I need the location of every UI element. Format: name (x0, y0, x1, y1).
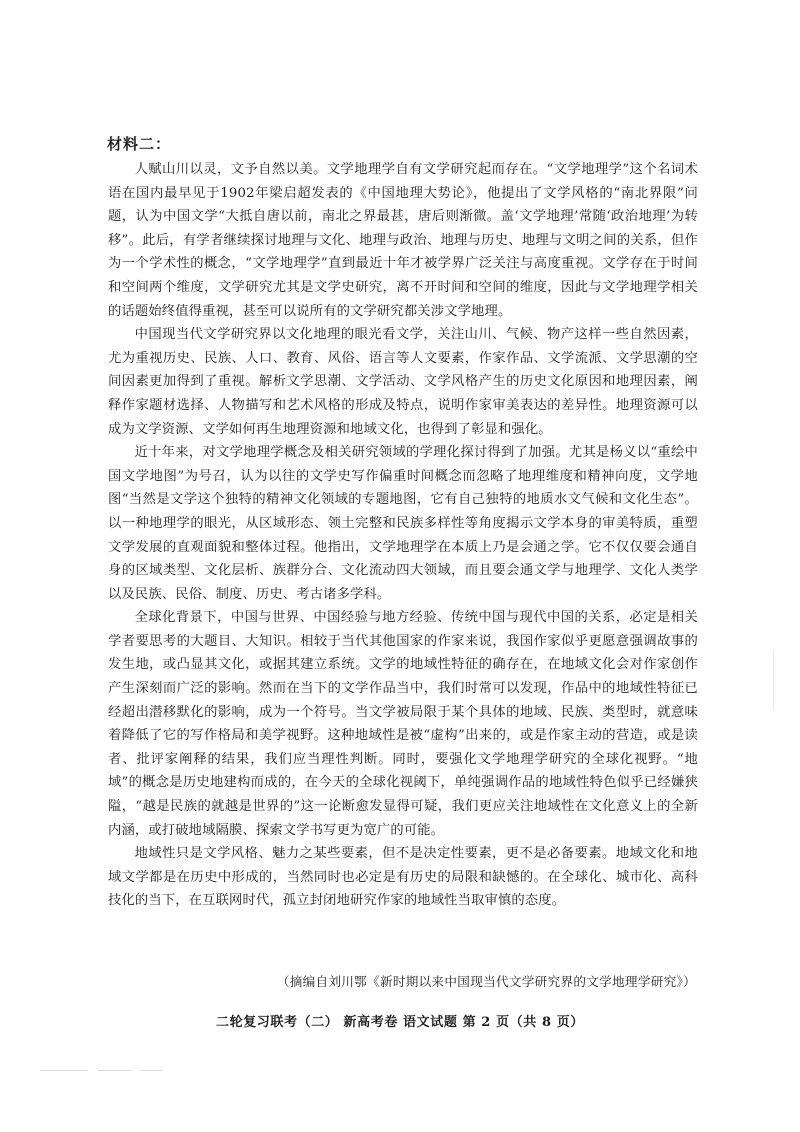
scan-artifact (40, 1070, 88, 1071)
paragraph-1: 人赋山川以灵，文予自然以美。文学地理学自有文学研究起而存在。“文学地理学”这个名词术语在国内最早见于1902年梁启超发表的《中国地理大势论》，他提出了文学风格的“南北界限”问题，认为中国文学“大抵自唐以前，南北之界最甚，唐后则渐微。盖‘文学地理’常随‘政治地理’为转移”。此后，有学者继续探讨地理与文化、地理与政治、地理与历史、地理与文明之间的关系，但作为一个学术性的概念，“文学地理学”直到最近十年才被学界广泛关注与高度重视。文学存在于时间和空间两个维度，文学研究尤其是文学史研究，离不开时间和空间的维度，因此与文学地理学相关的话题始终值得重视，甚至可以说所有的文学研究都关涉文学地理。 (108, 162, 698, 319)
paragraph-4: 全球化背景下，中国与世界、中国经验与地方经验、传统中国与现代中国的关系，必定是相关学者要思考的大题目、大知识。相较于当代其他国家的作家来说，我国作家似乎更愿意强调故事的发生地，或凸显其文化，或据其建立系统。文学的地域性特征的确存在，在地域文化会对作家创作产生深刻而广泛的影响。然而在当下的文学作品当中，我们时常可以发现，作品中的地域性特征已经超出潜移默化的影响，成为一个符号。当文学被局限于某个具体的地域、民族、类型时，就意味着降低了它的写作格局和美学视野。这种地域性是被“虚构”出来的，或是作家主动的营造，或是读者、批评家阐释的结果，我们应当理性判断。同时，要强化文学地理学研究的全球化视野。“地域”的概念是历史地建构而成的，在今天的全球化视阈下，单纯强调作品的地域性特色似乎已经嫌狭隘，“越是民族的就越是世界的”这一论断愈发显得可疑，我们更应关注地域性在文化意义上的全新内涵，或打破地域隔膜、探索文学书写更为宽广的可能。 (108, 610, 698, 838)
section-title: 材料二： (107, 135, 172, 153)
article-body (108, 158, 698, 913)
page-footer: 二轮复习联考（二） 新高考卷 语文试题 第 2 页（共 8 页） (216, 1015, 584, 1030)
scan-artifact (140, 1070, 162, 1071)
paragraph-5: 地域性只是文学风格、魅力之某些要素，但不是决定性要素，更不是必备要素。地域文化和地域文学都是在历史中形成的，当然同时也必定是有历史的局限和缺憾的。在全球化、城市化、高科技化的当下，在互联网时代，孤立封闭地研究作家的地域性当取审慎的态度。 (108, 846, 698, 909)
paragraph-3: 近十年来，对文学地理学概念及相关研究领域的学理化探讨得到了加强。尤其是杨义以“重绘中国文学地图”为号召，认为以往的文学史写作偏重时间概念而忽略了地理维度和精神向度，文学地图“当然是文学这个独特的精神文化领域的专题地图，它有自己独特的地质水文气候和文化生态”。以一种地理学的眼光，从区域形态、领土完整和民族多样性等角度揭示文学本身的审美特质，重塑文学发展的直观面貌和整体过程。他指出，文学地理学在本质上乃是会通之学。它不仅仅要会通自身的区域类型、文化层析、族群分合、文化流动四大领域，而且要会通文学与地理学、文化人类学以及民族、民俗、制度、历史、考古诸多学科。 (108, 445, 698, 602)
paragraph-2: 中国现当代文学研究界以文化地理的眼光看文学，关注山川、气候、物产这样一些自然因素，尤为重视历史、民族、人口、教育、风俗、语言等人文要素，作家作品、文学流派、文学思潮的空间因素更加得到了重视。解析文学思潮、文学活动、文学风格产生的历史文化原因和地理因素，阐释作家题材选择、人物描写和艺术风格的形成及特点，说明作家审美表达的差异性。地理资源可以成为文学资源、文学如何再生地理资源和地域文化，也得到了彰显和强化。 (108, 327, 698, 437)
scan-edge-artifact (773, 650, 774, 710)
source-citation: （摘编自刘川鄂《新时期以来中国现当代文学研究界的文学地理学研究》） (276, 974, 696, 989)
scan-artifact (98, 1070, 132, 1071)
